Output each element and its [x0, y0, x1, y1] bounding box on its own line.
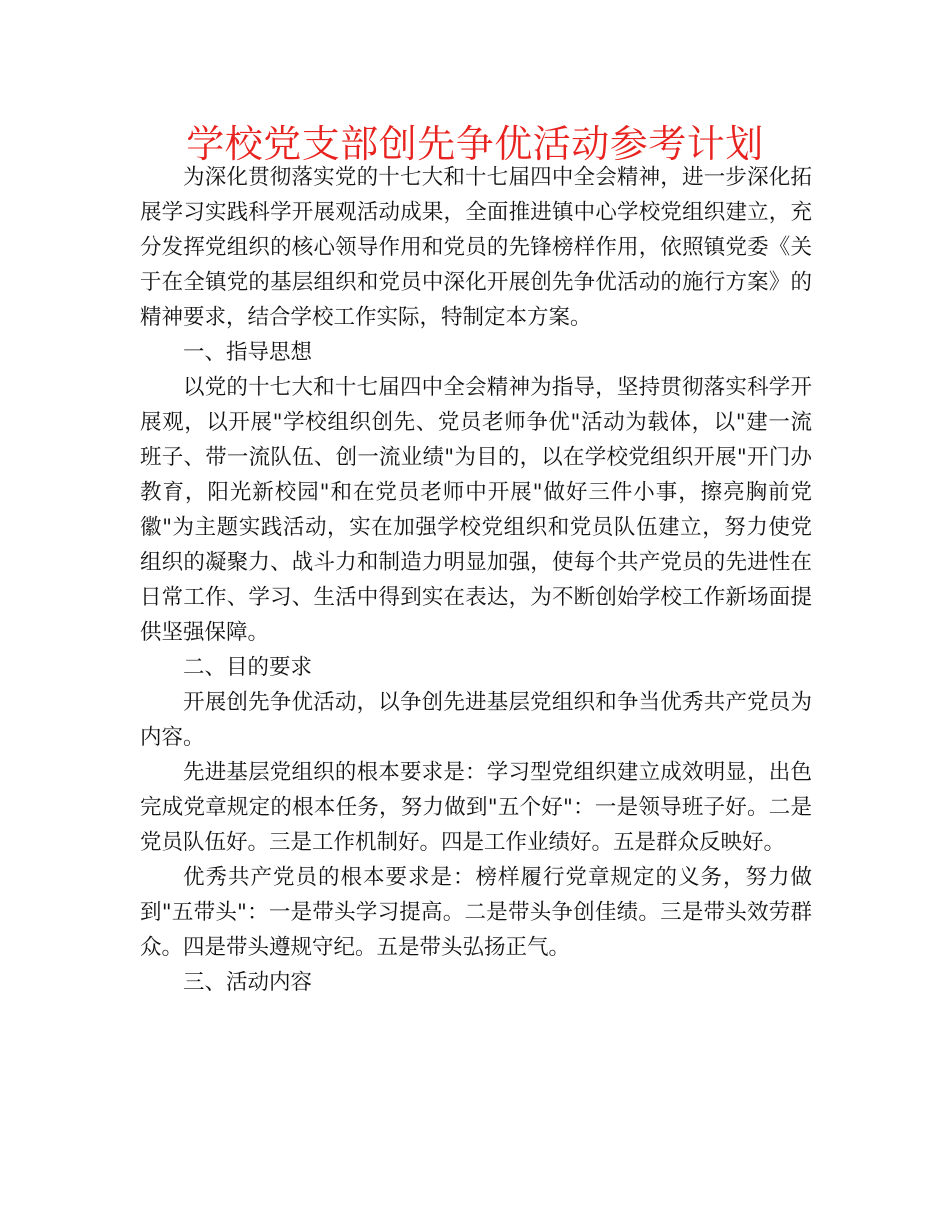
- document-title: 学校党支部创先争优活动参考计划: [186, 122, 764, 166]
- guiding-ideology-paragraph: 以党的十七大和十七届四中全会精神为指导，坚持贯彻落实科学开展观，以开展"学校组织创先、党员老师争优"活动为载体，以"建一流班子、带一流队伍、创一流业绩"为目的，以在学校党组织开展"开门办教育，阳光新校园"和在党员老师中开展"做好三件小事，擦亮胸前党徽"为主题实践活动，实在加强学校党组织和党员队伍建立，努力使党组织的凝聚力、战斗力和制造力明显加强，使每个共产党员的先进性在日常工作、学习、生活中得到实在表达，为不断创始学校工作新场面提供坚强保障。: [140, 375, 812, 645]
- section-heading-activities: 三、活动内容: [183, 970, 313, 995]
- section-heading-goals: 二、目的要求: [183, 655, 313, 680]
- intro-paragraph: 为深化贯彻落实党的十七大和十七届四中全会精神，进一步深化拓展学习实践科学开展观活动成果，全面推进镇中心学校党组织建立，充分发挥党组织的核心领导作用和党员的先锋榜样作用，依照镇党委《关于在全镇党的基层组织和党员中深化开展创先争优活动的施行方案》的精神要求，结合学校工作实际，特制定本方案。: [140, 165, 812, 330]
- goals-paragraph-1: 开展创先争优活动，以争创先进基层党组织和争当优秀共产党员为内容。: [140, 690, 812, 750]
- goals-paragraph-2: 先进基层党组织的根本要求是：学习型党组织建立成效明显，出色完成党章规定的根本任务，努力做到"五个好"：一是领导班子好。二是党员队伍好。三是工作机制好。四是工作业绩好。五是群众反映好。: [140, 760, 812, 855]
- goals-paragraph-3: 优秀共产党员的根本要求是：榜样履行党章规定的义务，努力做到"五带头"：一是带头学习提高。二是带头争创佳绩。三是带头效劳群众。四是带头遵规守纪。五是带头弘扬正气。: [140, 865, 812, 960]
- section-heading-guiding-ideology: 一、指导思想: [183, 340, 313, 365]
- document-body: [140, 160, 812, 1000]
